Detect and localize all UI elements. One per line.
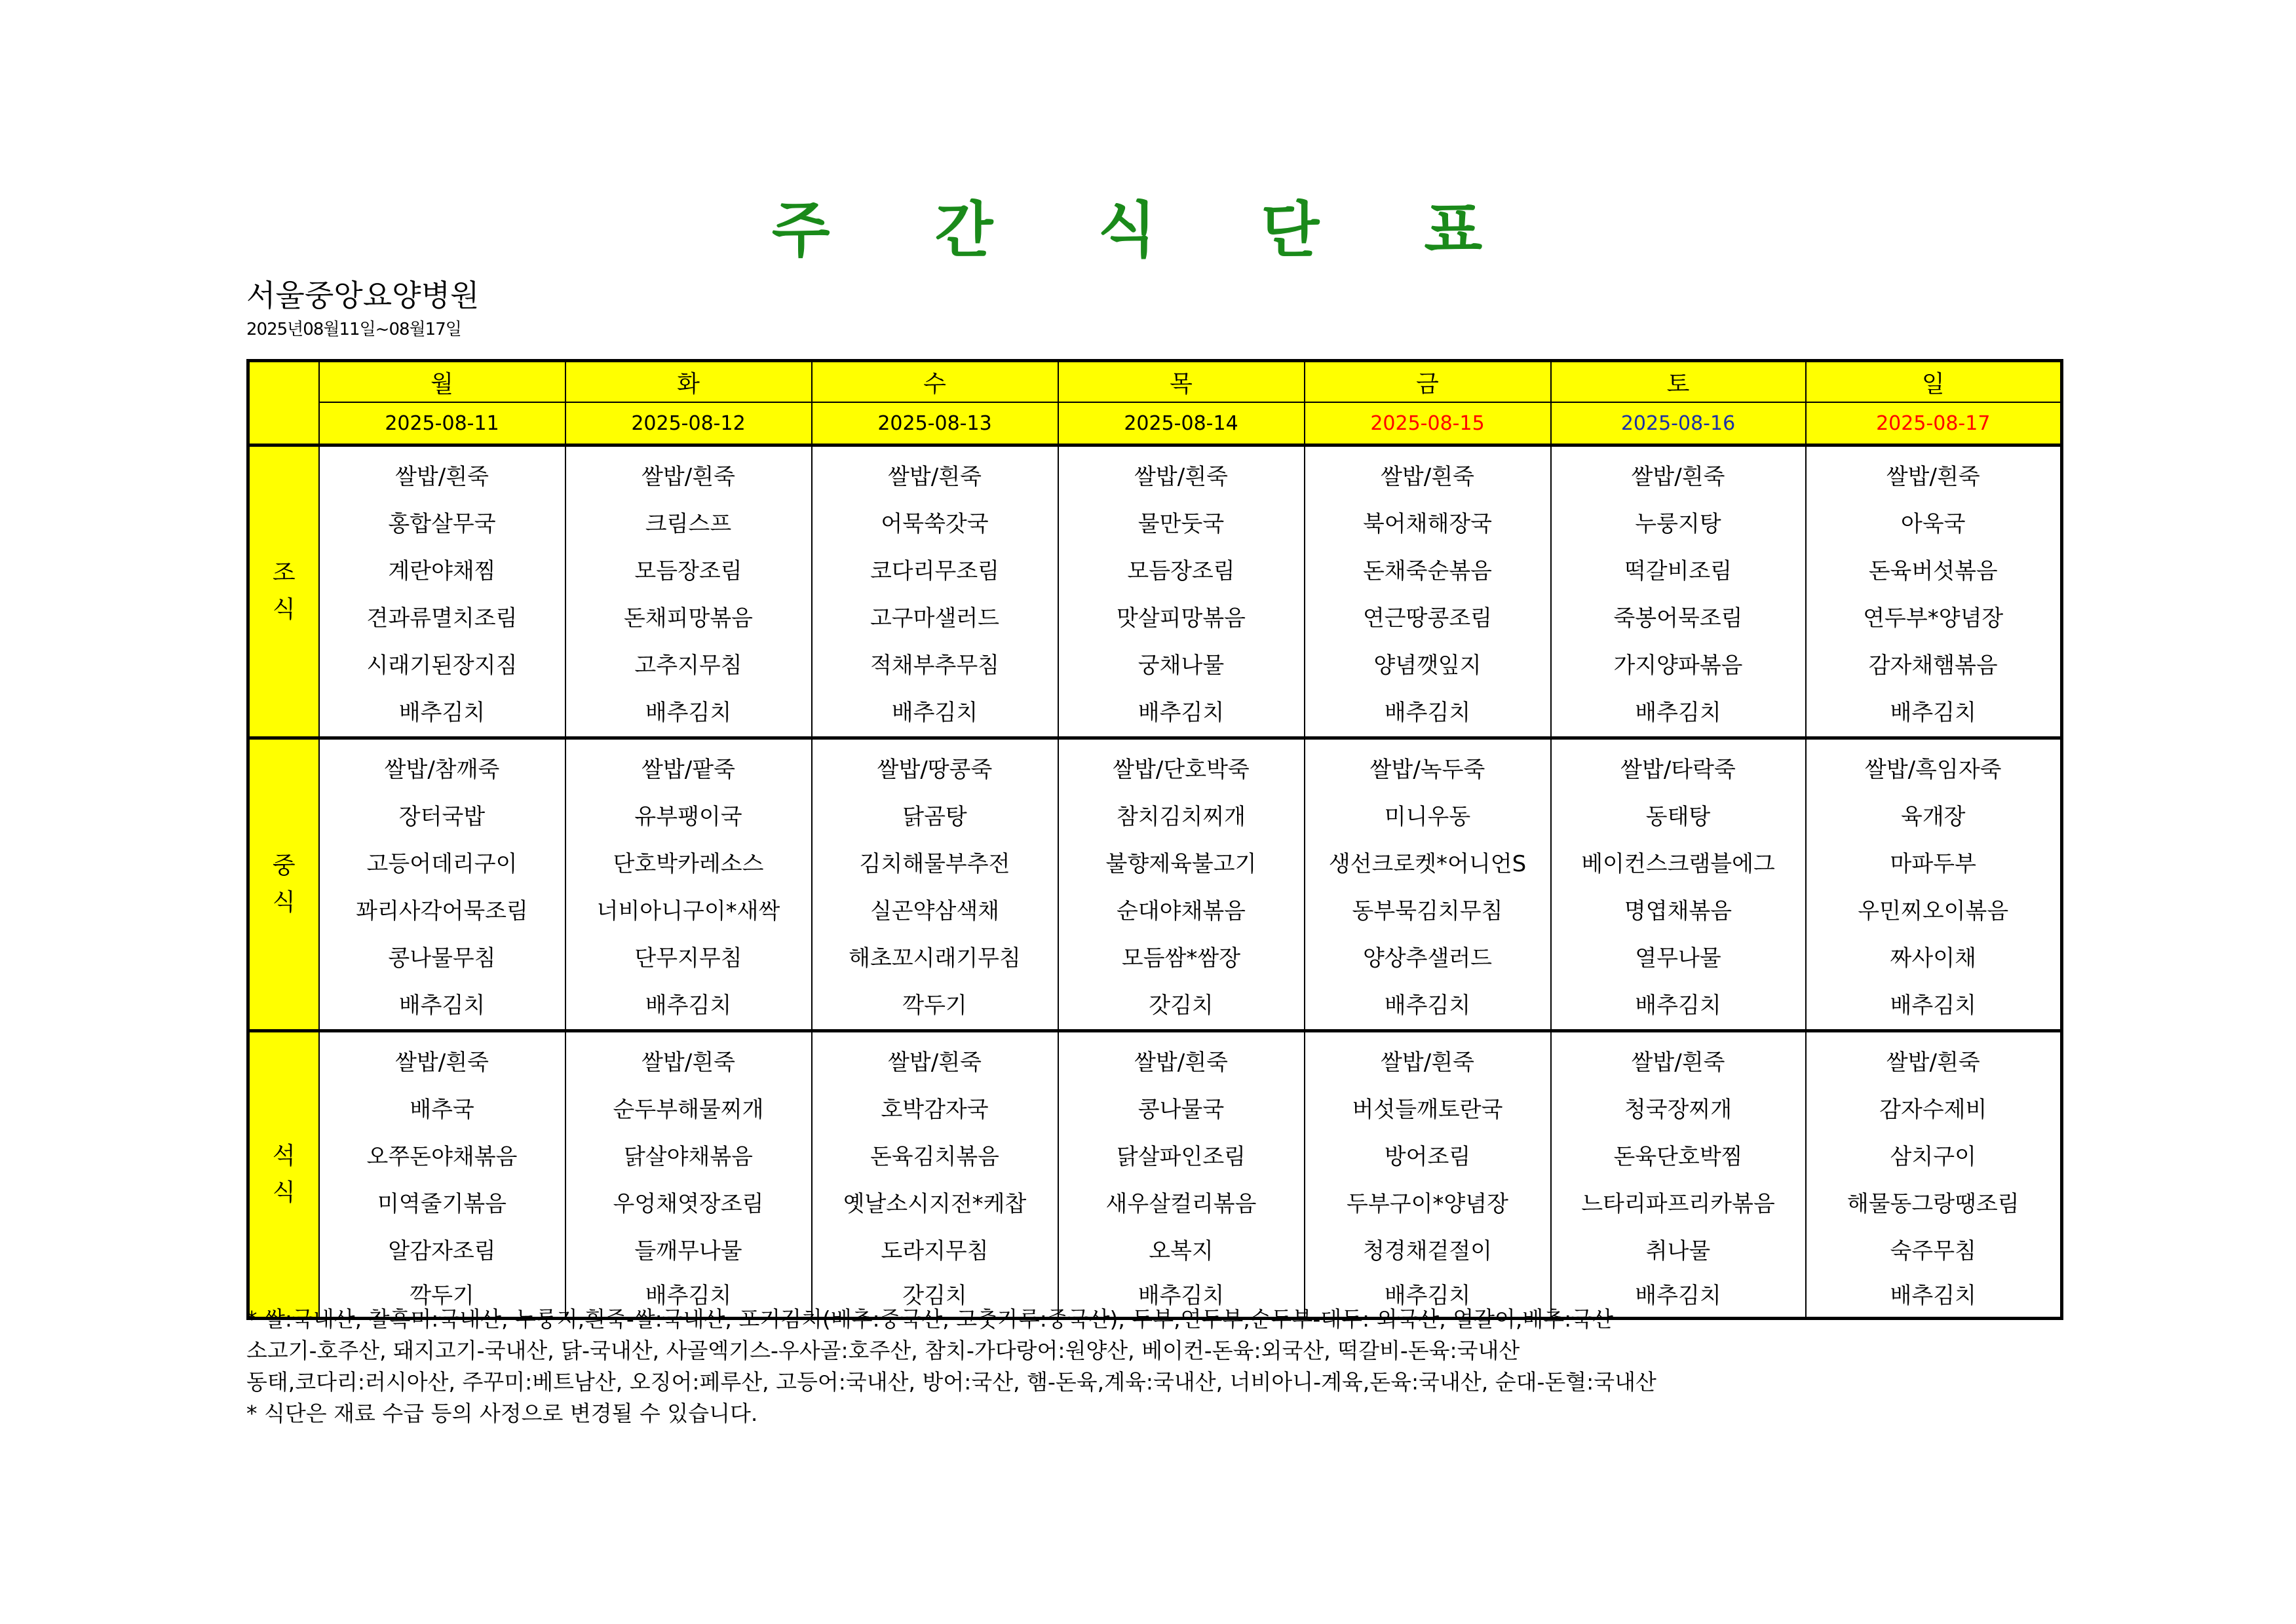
menu-item: 해물동그랑땡조림 <box>1846 1191 2019 1217</box>
menu-cell <box>812 738 1058 1031</box>
menu-item: 마파두부 <box>1890 851 1976 877</box>
menu-item: 오쭈돈야채볶음 <box>366 1144 518 1170</box>
menu-item: 느타리파프리카볶음 <box>1581 1191 1775 1217</box>
menu-item: 깍두기 <box>902 992 967 1019</box>
menu-item: 어묵쑥갓국 <box>881 511 989 537</box>
menu-item: 닭살야채볶음 <box>623 1144 754 1170</box>
day-header-row <box>248 361 2062 403</box>
menu-item: 고추지무침 <box>634 652 742 679</box>
menu-item: 배추김치 <box>645 700 732 726</box>
menu-item: 너비아니구이*새싹 <box>596 898 780 924</box>
menu-item: 쌀밥/흰죽 <box>1134 1049 1228 1076</box>
meal-label-dinner <box>248 1031 319 1319</box>
menu-item: 적채부추무침 <box>870 652 1000 679</box>
date-tue: 2025-08-12 <box>565 402 812 445</box>
menu-item: 깍두기 <box>410 1283 474 1309</box>
meal-row-dinner <box>248 1031 2062 1319</box>
menu-item: 동부묵김치무침 <box>1352 898 1503 924</box>
menu-item: 닭살파인조림 <box>1116 1144 1246 1170</box>
menu-cell <box>1305 445 1551 738</box>
menu-item: 두부구이*양념장 <box>1347 1191 1508 1217</box>
menu-item: 배추김치 <box>891 700 978 726</box>
menu-item: 호박감자국 <box>881 1097 989 1123</box>
menu-item: 배추김치 <box>1635 700 1721 726</box>
menu-item: 배추김치 <box>1635 1283 1721 1309</box>
menu-item: 불향제육불고기 <box>1105 851 1257 877</box>
menu-item: 돈육버섯볶음 <box>1868 558 1998 584</box>
meal-label-breakfast <box>248 445 319 738</box>
menu-item: 배추김치 <box>1384 700 1471 726</box>
date-fri: 2025-08-15 <box>1305 402 1551 445</box>
date-thu: 2025-08-14 <box>1058 402 1305 445</box>
menu-cell <box>1551 445 1806 738</box>
meal-label-char: 식 <box>272 596 296 623</box>
menu-item: 알감자조림 <box>388 1238 496 1264</box>
menu-item: 배추김치 <box>1384 1283 1471 1309</box>
meal-label-char: 석 <box>272 1142 296 1169</box>
menu-item: 쌀밥/흰죽 <box>1886 464 1980 490</box>
menu-item: 유부팽이국 <box>634 804 742 830</box>
menu-item: 청경채겉절이 <box>1362 1238 1493 1264</box>
menu-item: 미니우동 <box>1384 804 1471 830</box>
menu-item: 북어채해장국 <box>1362 511 1493 537</box>
menu-item: 동태탕 <box>1645 804 1711 830</box>
menu-item: 쌀밥/단호박죽 <box>1113 757 1250 783</box>
menu-item: 생선크로켓*어니언S <box>1328 851 1527 877</box>
menu-period: 2025년08월11일~08월17일 <box>246 320 461 339</box>
menu-item: 돈육단호박찜 <box>1613 1144 1743 1170</box>
menu-item: 아욱국 <box>1900 511 1966 537</box>
menu-item: 가지양파볶음 <box>1613 652 1743 679</box>
date-sat: 2025-08-16 <box>1551 402 1806 445</box>
menu-item: 해초꼬시래기무침 <box>849 945 1021 972</box>
date-sun: 2025-08-17 <box>1806 402 2062 445</box>
day-name-mon: 월 <box>319 361 565 403</box>
menu-cell <box>319 738 565 1031</box>
menu-item: 장터국밥 <box>398 804 486 830</box>
menu-item: 배추김치 <box>645 992 732 1019</box>
menu-item: 배추김치 <box>1890 992 1976 1019</box>
menu-cell <box>812 445 1058 738</box>
meal-row-lunch <box>248 738 2062 1031</box>
meal-row-breakfast <box>248 445 2062 738</box>
menu-item: 배추김치 <box>1890 1283 1976 1309</box>
menu-item: 쌀밥/땅콩죽 <box>877 757 993 783</box>
menu-item: 연두부*양념장 <box>1863 605 2004 632</box>
date-header-row <box>248 402 2062 445</box>
menu-cell <box>319 445 565 738</box>
corner-cell <box>248 361 319 445</box>
menu-item: 홍합살무국 <box>388 511 496 537</box>
menu-item: 모듬쌈*쌈장 <box>1121 945 1241 972</box>
menu-item: 배추김치 <box>1138 700 1225 726</box>
menu-item: 버섯들깨토란국 <box>1352 1097 1503 1123</box>
menu-item: 쌀밥/팥죽 <box>641 757 735 783</box>
menu-item: 단호박카레소스 <box>613 851 764 877</box>
meal-label-char: 식 <box>272 889 296 916</box>
menu-item: 김치해물부추전 <box>859 851 1010 877</box>
day-name-sat: 토 <box>1551 361 1806 403</box>
menu-cell <box>319 1031 565 1319</box>
menu-item: 베이컨스크램블에그 <box>1581 851 1775 877</box>
menu-item: 모듬장조림 <box>634 558 742 584</box>
menu-item: 양상추샐러드 <box>1362 945 1493 972</box>
menu-item: 쌀밥/타락죽 <box>1620 757 1736 783</box>
menu-cell <box>1058 1031 1305 1319</box>
note-line: 동태,코다리:러시아산, 주꾸미:베트남산, 오징어:페루산, 고등어:국내산, 방어:국산, 햄-돈육,계육:국내산, 너비아니-계육,돈육:국내산, 순대-돈혈:국내산 <box>246 1369 1656 1395</box>
menu-item: 단무지무침 <box>634 945 742 972</box>
menu-item: 쌀밥/흰죽 <box>395 1049 489 1076</box>
menu-item: 맛살피망볶음 <box>1116 605 1246 632</box>
menu-item: 열무나물 <box>1635 945 1721 972</box>
menu-item: 도라지무침 <box>881 1238 989 1264</box>
menu-item: 배추국 <box>410 1097 474 1123</box>
menu-item: 시래기된장지짐 <box>366 652 518 679</box>
menu-item: 닭곰탕 <box>902 804 967 830</box>
menu-item: 콩나물무침 <box>388 945 496 972</box>
menu-item: 감자채햄볶음 <box>1868 652 1998 679</box>
menu-item: 쌀밥/흰죽 <box>1631 464 1725 490</box>
menu-item: 양념깻잎지 <box>1373 652 1482 679</box>
menu-cell <box>565 738 812 1031</box>
menu-item: 쌀밥/흰죽 <box>888 1049 982 1076</box>
menu-cell <box>1806 738 2062 1031</box>
menu-cell <box>1551 1031 1806 1319</box>
menu-item: 고등어데리구이 <box>366 851 518 877</box>
menu-item: 청국장찌개 <box>1624 1097 1732 1123</box>
menu-item: 취나물 <box>1645 1238 1711 1264</box>
menu-item: 물만둣국 <box>1138 511 1225 537</box>
day-name-tue: 화 <box>565 361 812 403</box>
menu-item: 순대야채볶음 <box>1116 898 1246 924</box>
menu-item: 새우살컬리볶음 <box>1105 1191 1257 1217</box>
date-wed: 2025-08-13 <box>812 402 1058 445</box>
page-title: 주 간 식 단 표 <box>771 195 1525 265</box>
meal-label-char: 중 <box>272 852 296 879</box>
menu-cell <box>565 445 812 738</box>
menu-item: 콩나물국 <box>1138 1097 1225 1123</box>
menu-item: 숙주무침 <box>1890 1238 1976 1264</box>
menu-item: 고구마샐러드 <box>870 605 1000 632</box>
menu-item: 순두부해물찌개 <box>613 1097 764 1123</box>
menu-cell <box>1058 738 1305 1031</box>
menu-item: 돈육김치볶음 <box>870 1144 1000 1170</box>
menu-item: 쌀밥/흰죽 <box>1381 464 1474 490</box>
menu-item: 꽈리사각어묵조림 <box>356 898 528 924</box>
menu-cell <box>1305 738 1551 1031</box>
menu-item: 배추김치 <box>398 992 486 1019</box>
menu-item: 쌀밥/흰죽 <box>1381 1049 1474 1076</box>
menu-item: 쌀밥/흰죽 <box>641 464 735 490</box>
menu-item: 쌀밥/흰죽 <box>395 464 489 490</box>
menu-item: 궁채나물 <box>1138 652 1225 679</box>
menu-item: 들깨무나물 <box>634 1238 742 1264</box>
weekly-menu-table <box>246 359 2063 1320</box>
menu-item: 참치김치찌개 <box>1116 804 1246 830</box>
menu-item: 배추김치 <box>1635 992 1721 1019</box>
menu-item: 방어조림 <box>1384 1144 1471 1170</box>
day-name-sun: 일 <box>1806 361 2062 403</box>
menu-item: 쌀밥/흰죽 <box>1886 1049 1980 1076</box>
date-mon: 2025-08-11 <box>319 402 565 445</box>
menu-item: 크림스프 <box>645 511 732 537</box>
menu-item: 배추김치 <box>1384 992 1471 1019</box>
day-name-fri: 금 <box>1305 361 1551 403</box>
menu-cell <box>1058 445 1305 738</box>
menu-item: 누룽지탕 <box>1635 511 1721 537</box>
menu-item: 갓김치 <box>1149 992 1214 1019</box>
menu-cell <box>1305 1031 1551 1319</box>
menu-item: 갓김치 <box>902 1283 967 1309</box>
menu-item: 코다리무조림 <box>870 558 1000 584</box>
menu-item: 쌀밥/흰죽 <box>641 1049 735 1076</box>
note-line: * 쌀:국내산, 찰흑미:국내산, 누룽지,흰죽-쌀:국내산, 포기김치(배추:중국산, 고춧가루:중국산), 두부,연두부,순두부-대두: 외국산, 얼갈이,배추:국산 <box>246 1306 1613 1332</box>
menu-item: 오복지 <box>1149 1238 1214 1264</box>
hospital-name: 서울중앙요양병원 <box>246 278 480 313</box>
note-line: * 식단은 재료 수급 등의 사정으로 변경될 수 있습니다. <box>246 1401 758 1426</box>
menu-item: 쌀밥/참깨죽 <box>384 757 500 783</box>
menu-item: 견과류멸치조림 <box>366 605 518 632</box>
menu-cell <box>1806 445 2062 738</box>
menu-item: 쌀밥/녹두죽 <box>1369 757 1485 783</box>
menu-item: 연근땅콩조림 <box>1362 605 1493 632</box>
day-name-thu: 목 <box>1058 361 1305 403</box>
menu-item: 배추김치 <box>1890 700 1976 726</box>
menu-item: 배추김치 <box>398 700 486 726</box>
menu-item: 짜사이채 <box>1890 945 1976 972</box>
menu-cell <box>565 1031 812 1319</box>
menu-item: 배추김치 <box>645 1283 732 1309</box>
menu-item: 돈채죽순볶음 <box>1362 558 1493 584</box>
meal-label-lunch <box>248 738 319 1031</box>
menu-item: 쌀밥/흰죽 <box>1134 464 1228 490</box>
menu-cell <box>1806 1031 2062 1319</box>
menu-item: 우엉채엿장조림 <box>613 1191 764 1217</box>
menu-item: 모듬장조림 <box>1127 558 1235 584</box>
menu-item: 돈채피망볶음 <box>623 605 754 632</box>
menu-item: 실곤약삼색채 <box>870 898 1000 924</box>
menu-item: 우민찌오이볶음 <box>1858 898 2009 924</box>
menu-item: 옛날소시지전*케찹 <box>843 1191 1027 1217</box>
menu-item: 명엽채볶음 <box>1624 898 1732 924</box>
meal-label-char: 조 <box>272 559 296 586</box>
menu-item: 삼치구이 <box>1890 1144 1976 1170</box>
menu-item: 쌀밥/흰죽 <box>1631 1049 1725 1076</box>
menu-item: 계란야채찜 <box>388 558 496 584</box>
menu-item: 떡갈비조림 <box>1624 558 1732 584</box>
menu-cell <box>812 1031 1058 1319</box>
day-name-wed: 수 <box>812 361 1058 403</box>
notes <box>246 1304 1656 1429</box>
note-line: 소고기-호주산, 돼지고기-국내산, 닭-국내산, 사골엑기스-우사골:호주산, 참치-가다랑어:원양산, 베이컨-돈육:외국산, 떡갈비-돈육:국내산 <box>246 1338 1520 1363</box>
menu-item: 미역줄기볶음 <box>377 1191 507 1217</box>
menu-item: 배추김치 <box>1138 1283 1225 1309</box>
menu-item: 육개장 <box>1900 804 1966 830</box>
meal-label-char: 식 <box>272 1179 296 1206</box>
menu-item: 감자수제비 <box>1879 1097 1987 1123</box>
menu-item: 쌀밥/흰죽 <box>888 464 982 490</box>
menu-item: 쌀밥/흑임자죽 <box>1864 757 2002 783</box>
menu-cell <box>1551 738 1806 1031</box>
menu-item: 죽봉어묵조림 <box>1613 605 1743 632</box>
